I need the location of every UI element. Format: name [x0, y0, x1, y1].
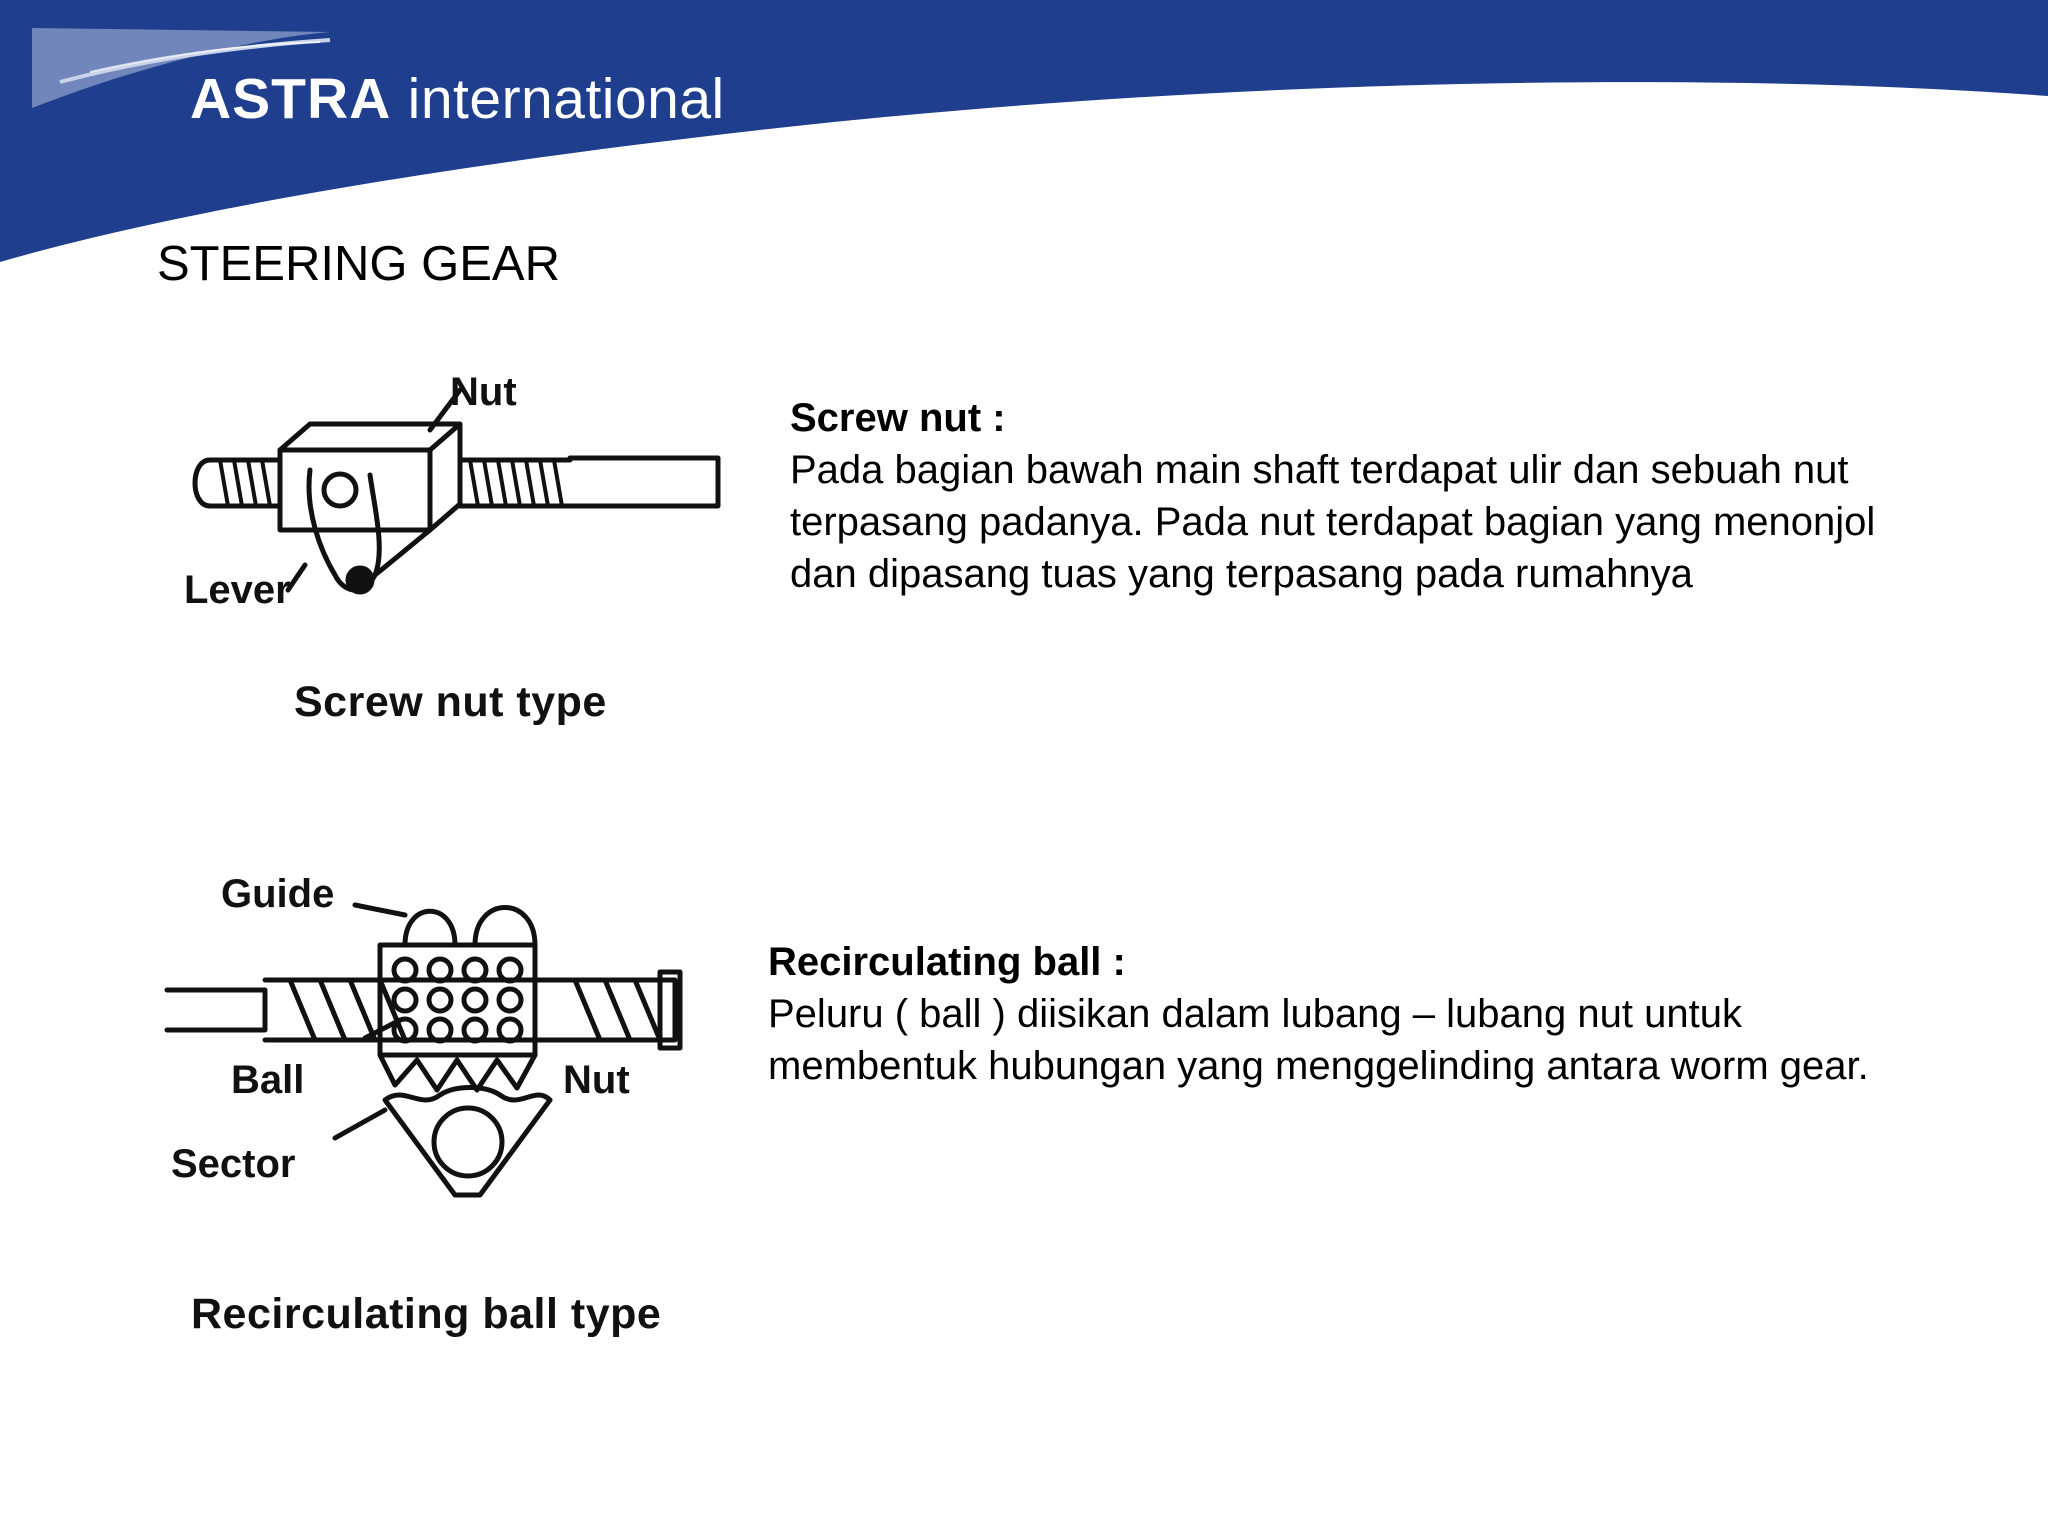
guide-leader	[355, 905, 405, 915]
label-ball: Ball	[231, 1058, 305, 1102]
label-lever: Lever	[184, 568, 291, 612]
recirculating-ball-section	[768, 936, 1898, 1092]
recirculating-ball-heading: Recirculating ball :	[768, 940, 1126, 984]
guide-tubes	[405, 908, 535, 946]
slide-title: STEERING GEAR	[157, 237, 560, 291]
shaft-outline	[570, 458, 718, 506]
nut-teeth	[380, 1055, 535, 1090]
recirculating-ball-body: Peluru ( ball ) diisikan dalam lubang – lubang nut untuk membentuk hubungan yang menggelinding antara worm gear.	[768, 992, 1869, 1088]
company-logo	[190, 66, 725, 132]
screw-nut-figure	[170, 360, 730, 760]
label-guide: Guide	[221, 872, 335, 916]
caption-screw-nut: Screw nut type	[294, 678, 607, 726]
caption-recirculating-ball: Recirculating ball type	[191, 1290, 662, 1338]
screw-nut-body: Pada bagian bawah main shaft terdapat ulir dan sebuah nut terpasang padanya. Pada nut terdapat bagian yang menonjol dan dipasang tuas yang terpasang pada rumahnya	[790, 448, 1876, 596]
shaft-stub	[167, 990, 265, 1030]
label-nut-ball: Nut	[563, 1058, 630, 1102]
label-sector: Sector	[171, 1142, 296, 1186]
recirculating-ball-figure	[155, 860, 715, 1340]
sector-leader	[335, 1110, 385, 1138]
logo-light-text: international	[407, 67, 725, 131]
screw-nut-heading: Screw nut :	[790, 396, 1006, 440]
sector-shaft	[434, 1108, 502, 1176]
sector-gear	[385, 1088, 550, 1196]
screw-nut-section	[790, 392, 1900, 600]
logo-bold-text: ASTRA	[190, 67, 392, 131]
label-nut: Nut	[450, 370, 517, 414]
